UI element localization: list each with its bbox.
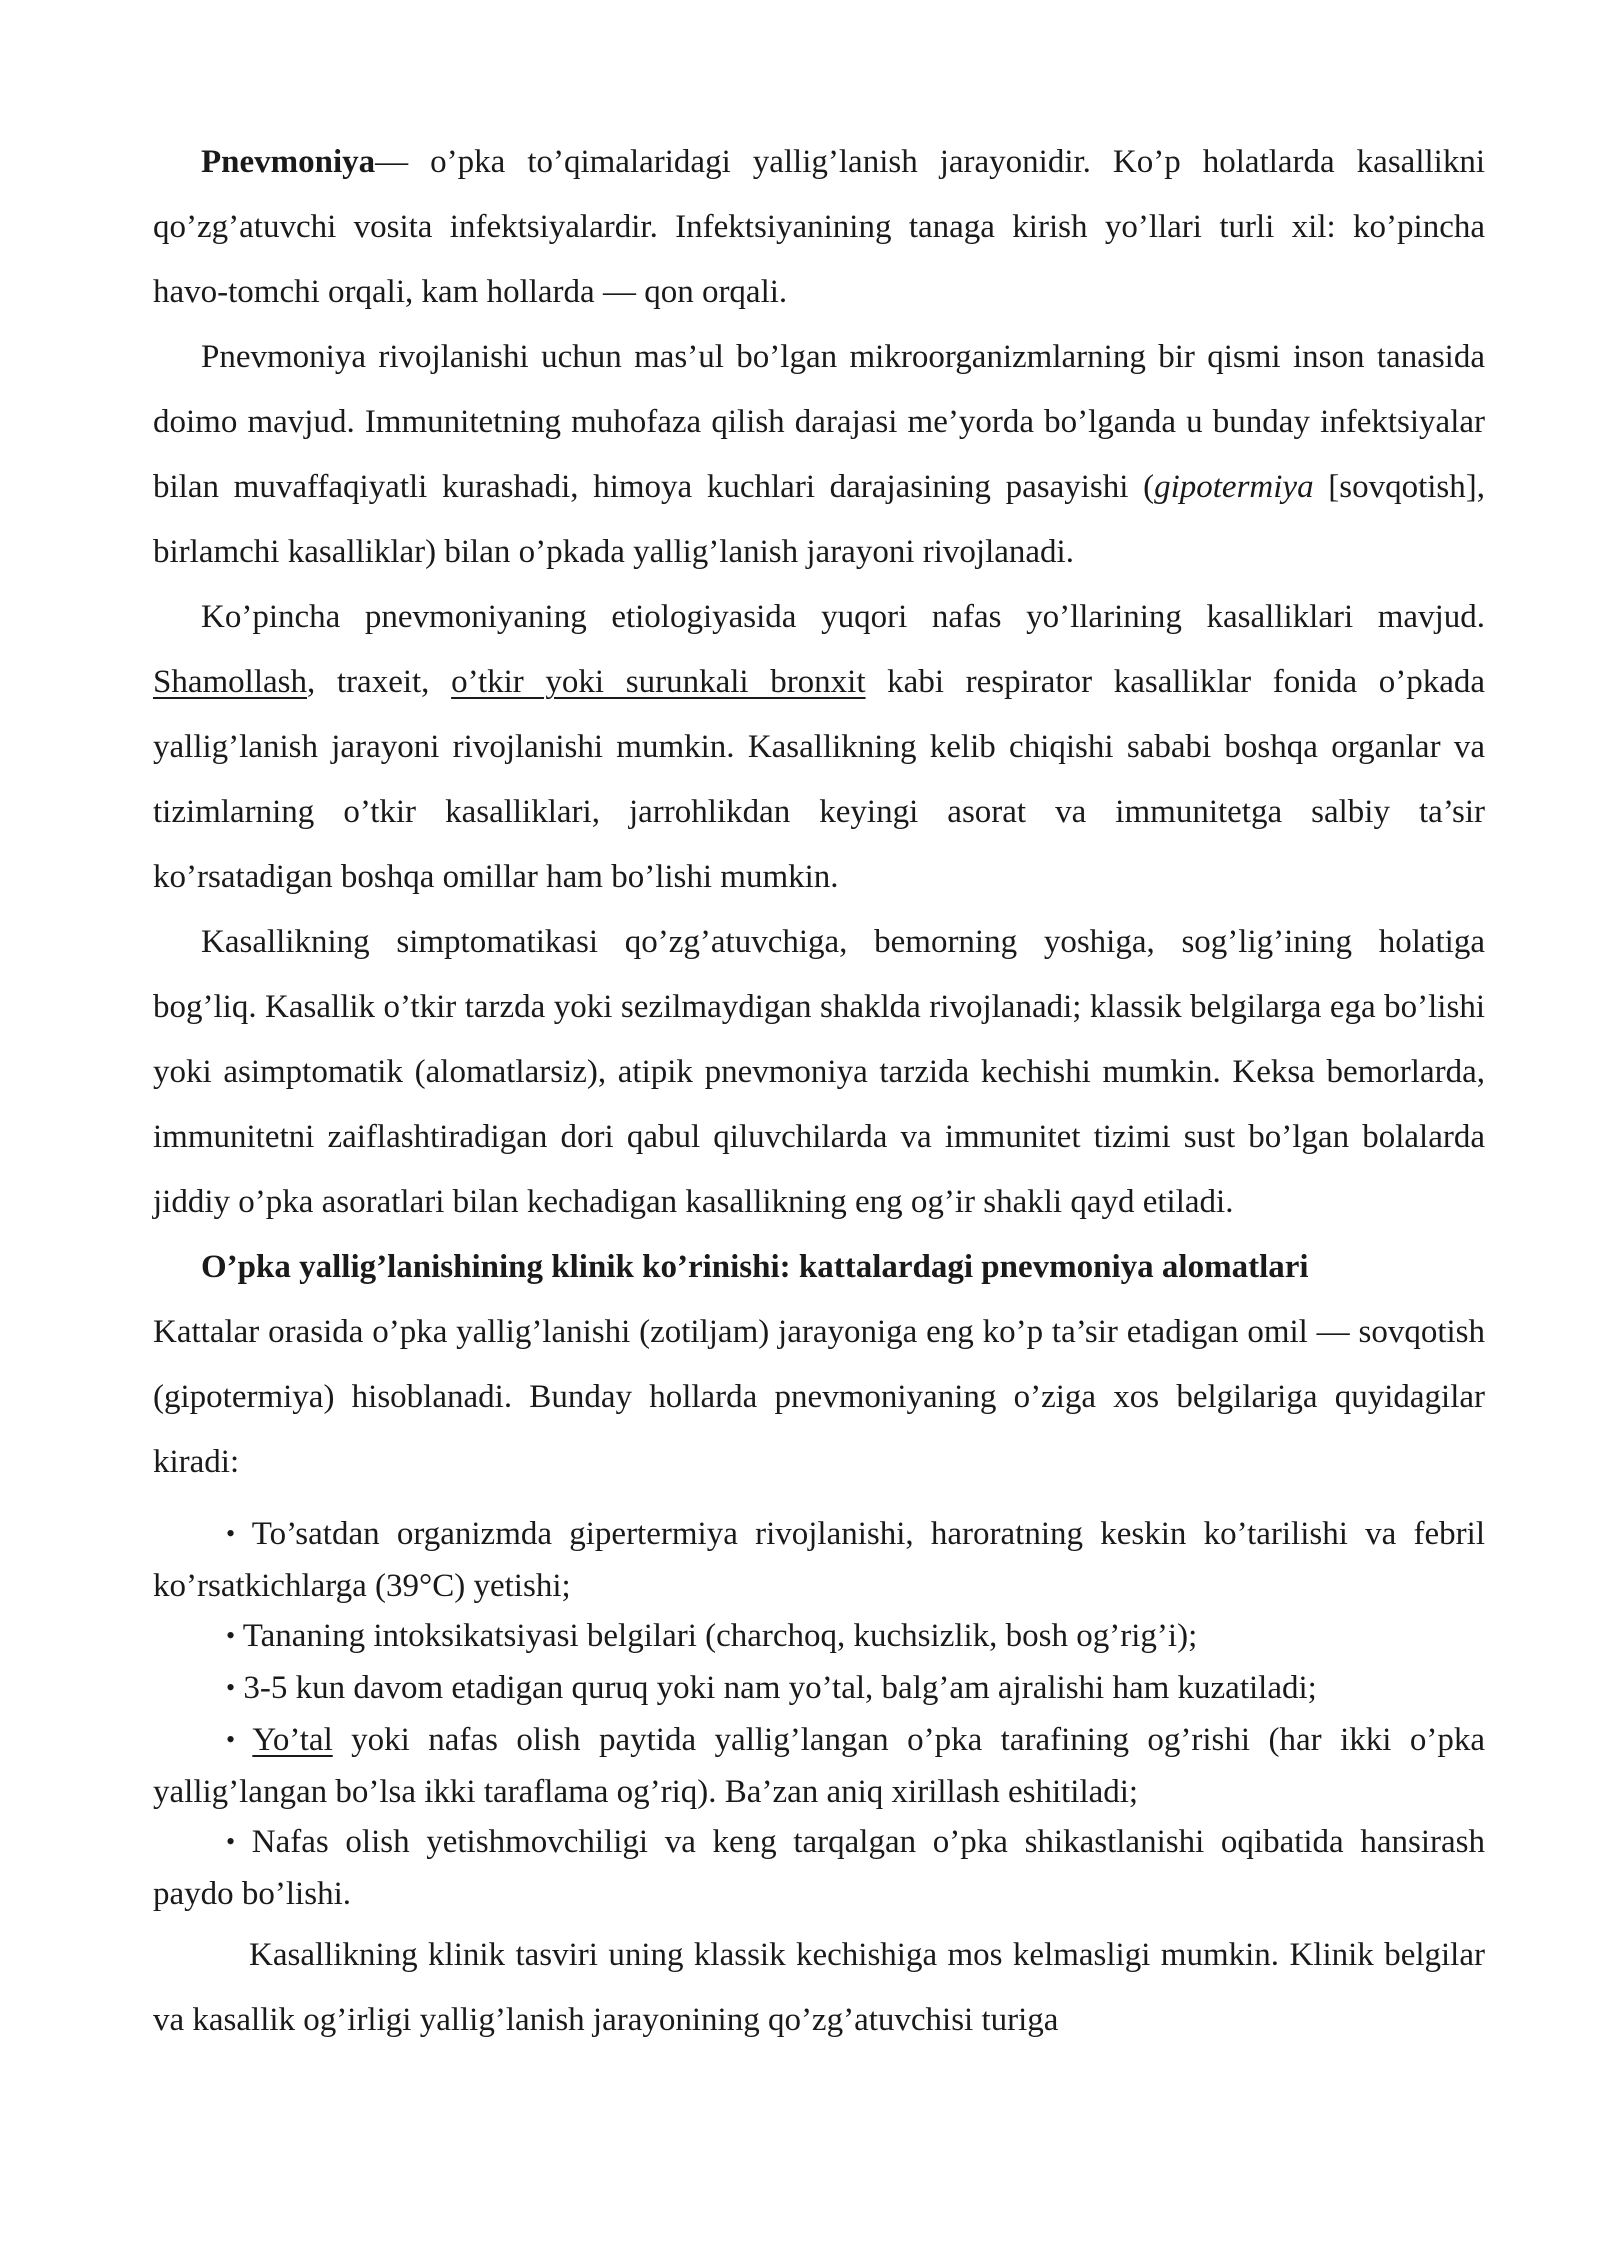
bullet-icon: • <box>226 1827 236 1856</box>
paragraph-etiology-text-b: , traxeit, <box>307 664 452 700</box>
bullet-icon: • <box>226 1725 236 1754</box>
paragraph-immunity-text-a: Pnevmoniya rivojlanishi uchun mas’ul bo’lgan mikroorganizmlarning bir qismi inson tanasida doimo mavjud. Immunitetning muhofaza qilish darajasi me’yorda bo’lganda u bunday infektsiyalar bilan muvaffaqiyatli kurashadi, himoya kuchlari darajasining pasayishi ( <box>153 339 1485 505</box>
list-item-text: yoki nafas olish paytida yallig’langan o’pka tarafining og’rishi (har ikki o’pka yallig’langan bo’lsa ikki taraflama og’riq). Ba’zan aniq xirillash eshitiladi; <box>153 1722 1485 1810</box>
list-item <box>153 1663 1485 1715</box>
term-pneumonia: Pnevmoniya <box>201 144 376 180</box>
list-item-text: 3-5 kun davom etadigan quruq yoki nam yo’tal, balg’am ajralishi ham kuzatiladi; <box>243 1670 1317 1706</box>
paragraph-clinical-picture: Kasallikning klinik tasviri uning klassik kechishiga mos kelmasligi mumkin. Klinik belgilar va kasallik og’irligi yallig’lanish jarayonining qo’zg’atuvchisi turiga <box>153 1937 1485 2038</box>
list-item-text: To’satdan organizmda gipertermiya rivojlanishi, haroratning keskin ko’tarilishi va febril ko’rsatkichlarga (39°C) yetishi; <box>153 1516 1485 1604</box>
document-page <box>153 130 1485 2053</box>
list-item-text: Nafas olish yetishmovchiligi va keng tarqalgan o’pka shikastlanishi oqibatida hansirash paydo bo’lishi. <box>153 1824 1486 1912</box>
paragraph-etiology <box>153 585 1485 910</box>
bullet-icon: • <box>226 1673 236 1702</box>
paragraph-etiology-text-a: Ko’pincha pnevmoniyaning etiologiyasida yuqori nafas yo’llarining kasalliklari mavjud. <box>201 599 1485 635</box>
list-item <box>153 1509 1485 1611</box>
paragraph-intro-text: — o’pka to’qimalaridagi yallig’lanish jarayonidir. Ko’p holatlarda kasallikni qo’zg’atuvchi vosita infektsiyalardir. Infektsiyanining tanaga kirish yo’llari turli xil: ko’pincha havo-tomchi orqali, kam hollarda — qon orqali. <box>153 144 1485 310</box>
paragraph-intro <box>153 130 1485 325</box>
paragraph-etiology-text-c: kabi respirator kasalliklar fonida o’pkada yallig’lanish jarayoni rivojlanishi mumkin. Kasallikning kelib chiqishi sababi boshqa organlar va tizimlarning o’tkir kasalliklari, jarrohlikdan keyingi asorat va immunitetga salbiy ta’sir ko’rsatadigan boshqa omillar ham bo’lishi mumkin. <box>153 664 1486 895</box>
link-bronxit[interactable]: o’tkir yoki surunkali bronxit <box>451 664 866 700</box>
paragraph-symptomatics: Kasallikning simptomatikasi qo’zg’atuvchiga, bemorning yoshiga, sog’lig’ining holatiga bog’liq. Kasallik o’tkir tarzda yoki sezilmaydigan shaklda rivojlanadi; klassik belgilarga ega bo’lishi yoki asimptomatik (alomatlarsiz), atipik pnevmoniya tarzida kechishi mumkin. Keksa bemorlarda, immunitetni zaiflashtiradigan dori qabul qiluvchilarda va immunitet tizimi sust bo’lgan bolalarda jiddiy o’pka asoratlari bilan kechadigan kasallikning eng og’ir shakli qayd etiladi. <box>153 924 1485 1220</box>
paragraph-adults: Kattalar orasida o’pka yallig’lanishi (zotiljam) jarayoniga eng ko’p ta’sir etadigan omil — sovqotish (gipotermiya) hisoblanadi. Bunday hollarda pnevmoniyaning o’ziga xos belgilariga quyidagilar kiradi: <box>153 1314 1485 1480</box>
symptom-list <box>153 1509 1485 1919</box>
term-hypothermia: gipotermiya <box>1154 469 1314 505</box>
list-item <box>153 1715 1485 1817</box>
link-yotal[interactable]: Yo’tal <box>252 1722 333 1758</box>
list-item-text: Tananing intoksikatsiyasi belgilari (charchoq, kuchsizlik, bosh og’rig’i); <box>242 1618 1198 1654</box>
list-item <box>153 1611 1485 1663</box>
list-item <box>153 1817 1485 1919</box>
link-shamollash[interactable]: Shamollash <box>153 664 307 700</box>
section-heading: O’pka yallig’lanishining klinik ko’rinishi: kattalardagi pnevmoniya alomatlari <box>201 1249 1309 1285</box>
bullet-icon: • <box>226 1621 236 1650</box>
paragraph-immunity-text-b: [sovqotish], birlamchi kasalliklar) bilan o’pkada yallig’lanish jarayoni rivojlanadi. <box>153 469 1485 570</box>
bullet-icon: • <box>226 1519 236 1548</box>
paragraph-immunity <box>153 325 1485 585</box>
